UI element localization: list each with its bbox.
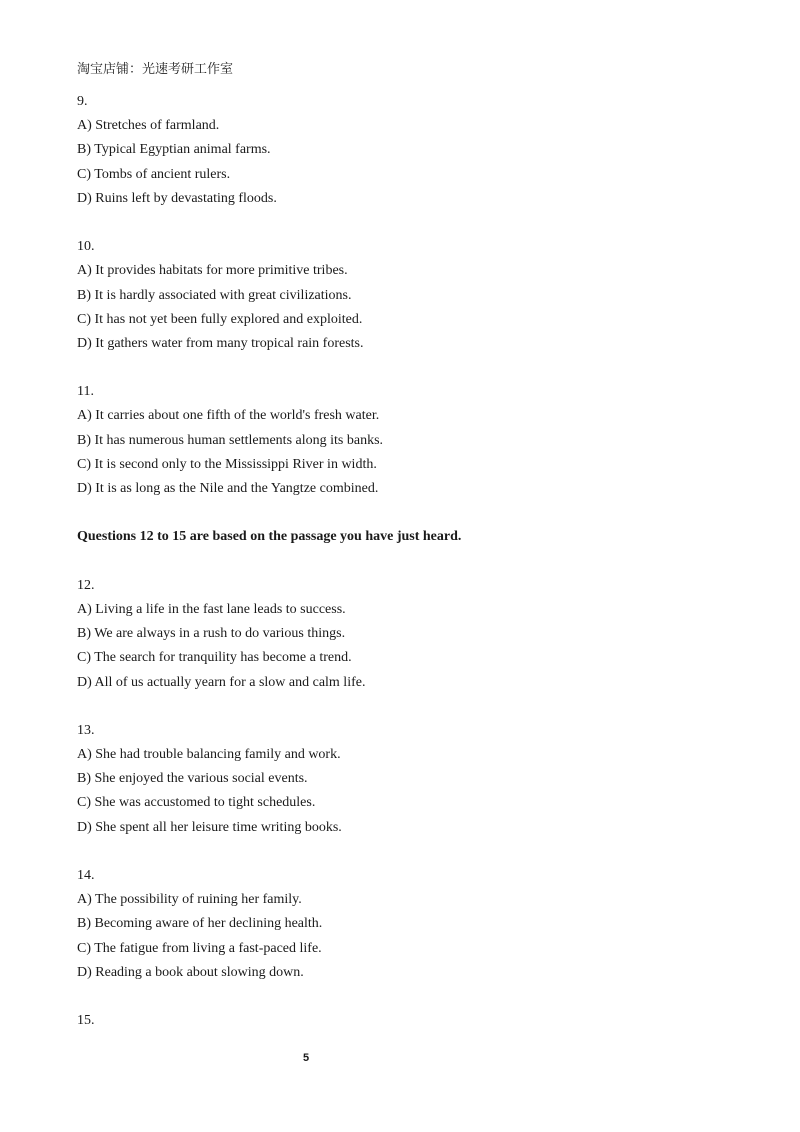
section-title: Questions 12 to 15 are based on the passage you have just heard. <box>77 529 462 545</box>
option-a: A) Stretches of farmland. <box>77 118 220 134</box>
option-c: C) She was accustomed to tight schedules. <box>77 795 316 811</box>
option-d: D) All of us actually yearn for a slow and calm life. <box>77 674 366 690</box>
option-d: D) Reading a book about slowing down. <box>77 964 304 980</box>
question-number: 9. <box>77 94 88 109</box>
option-c: C) The fatigue from living a fast-paced life. <box>77 940 322 956</box>
question-number: 14. <box>77 868 95 883</box>
question-10 <box>77 235 757 356</box>
option-b: B) It has numerous human settlements along its banks. <box>77 432 384 448</box>
option-b: B) Typical Egyptian animal farms. <box>77 142 271 158</box>
question-number: 15. <box>77 1013 95 1029</box>
option-d: D) It gathers water from many tropical rain forests. <box>77 335 364 351</box>
question-list <box>77 90 757 1033</box>
question-number: 11. <box>77 384 94 400</box>
question-11 <box>77 380 757 501</box>
question-13 <box>77 719 757 840</box>
question-number: 12. <box>77 577 95 593</box>
option-b: B) She enjoyed the various social events. <box>77 771 308 787</box>
question-9 <box>77 90 757 211</box>
page-number: 5 <box>302 1052 310 1064</box>
option-a: A) It provides habitats for more primitive tribes. <box>77 263 348 279</box>
question-number: 10. <box>77 239 95 255</box>
option-b: B) It is hardly associated with great civilizations. <box>77 287 352 303</box>
question-12 <box>77 574 757 695</box>
question-number: 13. <box>77 722 95 738</box>
question-15 <box>77 1009 757 1033</box>
shop-header: 淘宝店铺：光速考研工作室 <box>77 62 234 77</box>
option-a: A) The possibility of ruining her family. <box>77 892 302 908</box>
option-c: C) The search for tranquility has become a trend. <box>77 650 352 666</box>
option-d: D) It is as long as the Nile and the Yangtze combined. <box>77 481 379 496</box>
option-b: B) We are always in a rush to do various things. <box>77 626 346 642</box>
option-a: A) She had trouble balancing family and work. <box>77 747 341 763</box>
option-d: D) Ruins left by devastating floods. <box>77 190 277 206</box>
question-14 <box>77 864 757 985</box>
option-b: B) Becoming aware of her declining health. <box>77 916 323 932</box>
option-d: D) She spent all her leisure time writing books. <box>77 819 342 835</box>
option-a: A) Living a life in the fast lane leads to success. <box>77 601 346 617</box>
option-a: A) It carries about one fifth of the world's fresh water. <box>77 408 380 424</box>
option-c: C) It has not yet been fully explored and exploited. <box>77 311 363 327</box>
option-c: C) It is second only to the Mississippi River in width. <box>77 456 377 472</box>
option-c: C) Tombs of ancient rulers. <box>77 166 231 182</box>
